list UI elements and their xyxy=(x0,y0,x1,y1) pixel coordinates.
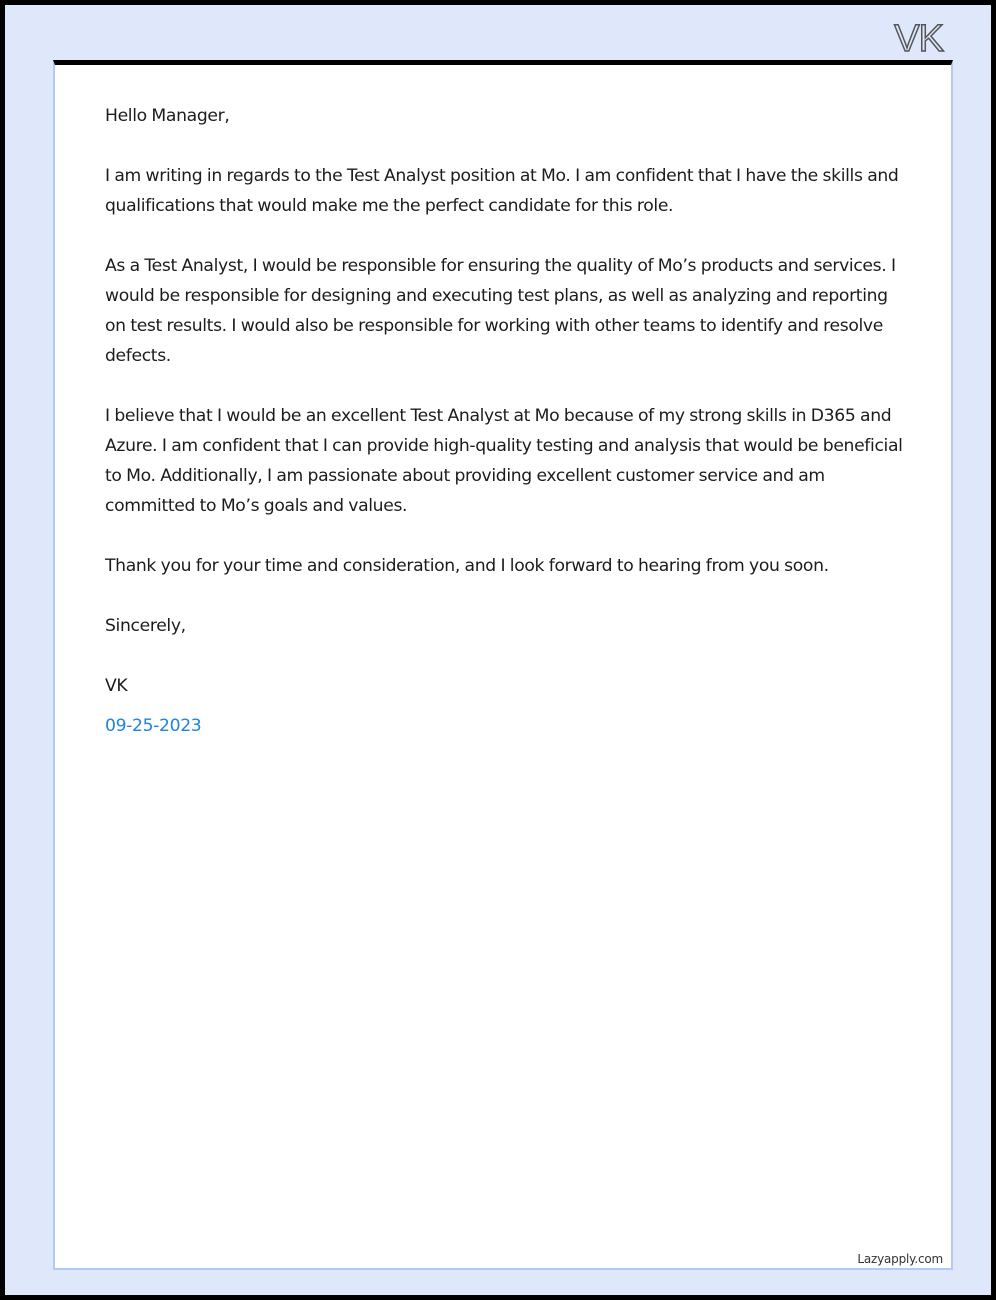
letter-date: 09-25-2023 xyxy=(105,716,202,736)
greeting: Hello Manager, xyxy=(105,106,230,126)
closing: Sincerely, xyxy=(105,616,186,636)
cover-letter-page xyxy=(53,60,953,1270)
letter-body xyxy=(105,101,905,741)
document-frame xyxy=(5,5,991,1295)
paragraph-thanks: Thank you for your time and consideration, and I look forward to hearing from you soon. xyxy=(105,556,829,576)
paragraph-responsibilities: As a Test Analyst, I would be responsible for ensuring the quality of Mo’s products and services. I would be responsible for designing and executing test plans, as well as analyzing and reporting on test results. I would also be responsible for working with other teams to identify and resolve defects. xyxy=(105,256,896,366)
paragraph-intro: I am writing in regards to the Test Analyst position at Mo. I am confident that I have the skills and qualifications that would make me the perfect candidate for this role. xyxy=(105,166,899,216)
paragraph-qualifications: I believe that I would be an excellent Test Analyst at Mo because of my strong skills in D365 and Azure. I am confident that I can provide high-quality testing and analysis that would be beneficial to Mo. Additionally, I am passionate about providing excellent customer service and am committed to Mo’s goals and values. xyxy=(105,406,903,516)
signature: VK xyxy=(105,676,128,696)
monogram-logo: VK xyxy=(894,18,943,60)
footer-brand: Lazyapply.com xyxy=(857,1252,943,1266)
